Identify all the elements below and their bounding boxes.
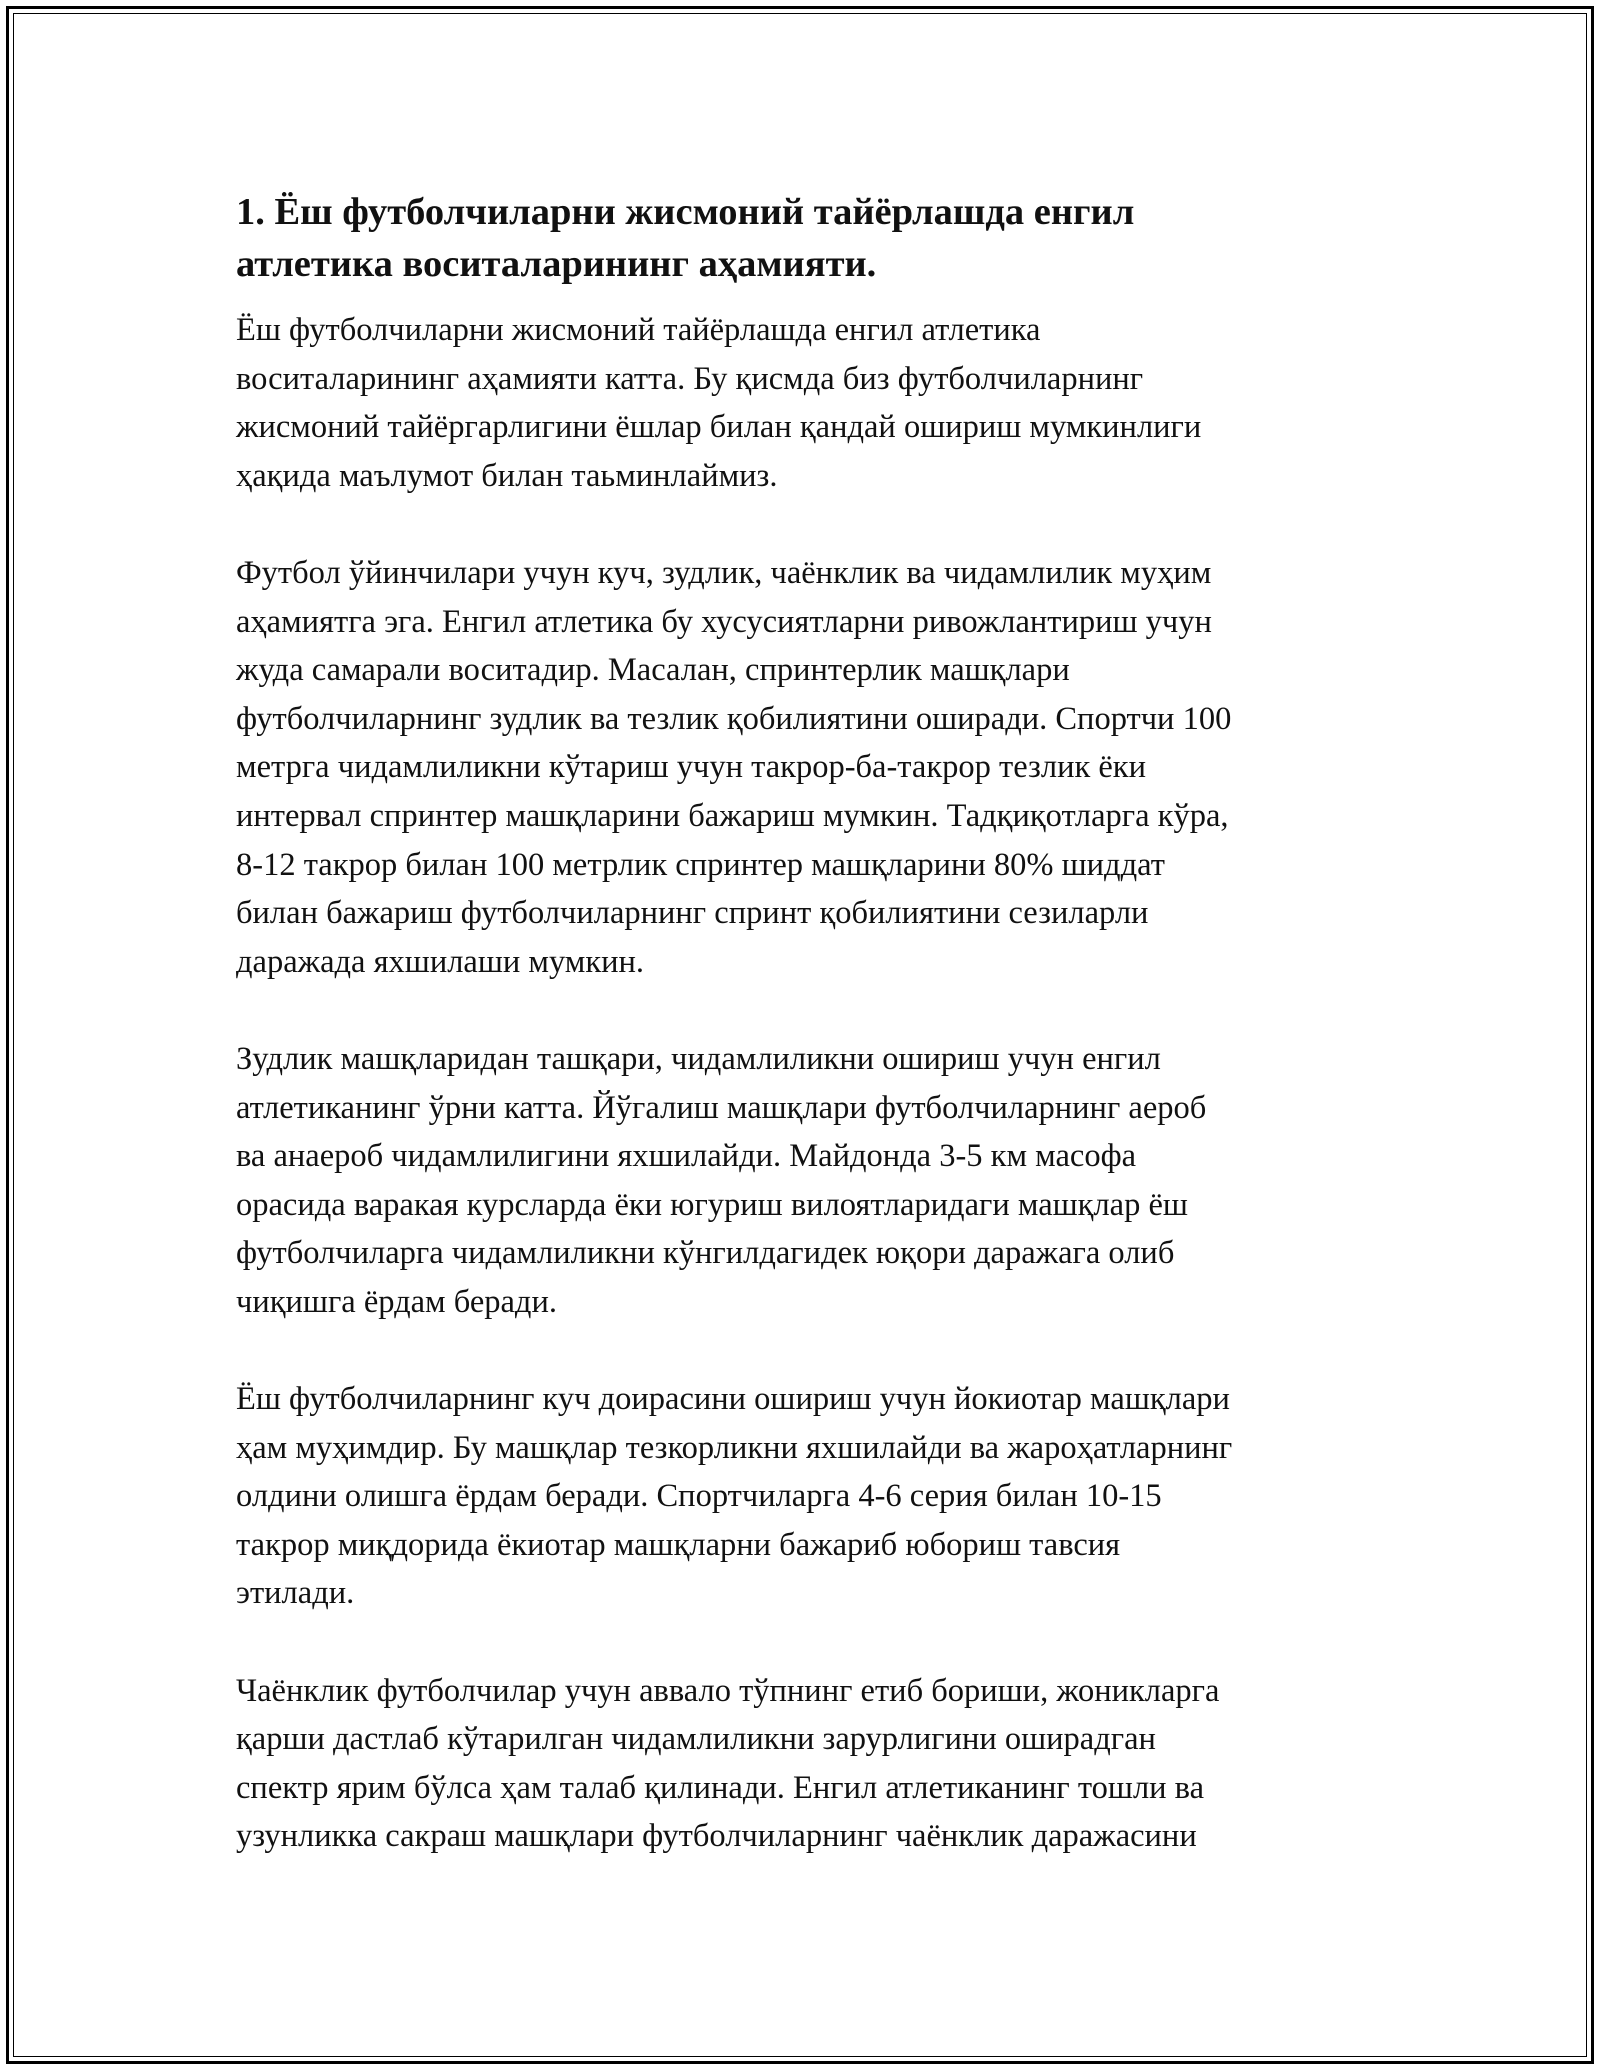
- paragraph-line: 8-12 такрор билан 100 метрлик спринтер машқларини 80% шиддат: [236, 846, 1165, 883]
- paragraph-agility: [236, 1667, 1376, 1861]
- paragraph-line: атлетиканинг ўрни катта. Йўгалиш машқлари футболчиларнинг аероб: [236, 1089, 1207, 1126]
- paragraph-line: жуда самарали воситадир. Масалан, спринтерлик машқлари: [236, 652, 1070, 689]
- paragraph-line: метрга чидамлиликни кўтариш учун такрор-ба-такрор тезлик ёки: [236, 749, 1146, 786]
- heading-line: 1. Ёш футболчиларни жисмоний тайёрлашда енгил: [236, 191, 1135, 233]
- paragraph-endurance: [236, 1035, 1376, 1327]
- paragraph-line: чиқишга ёрдам беради.: [236, 1283, 557, 1320]
- paragraph-line: орасида варакая курсларда ёки югуриш вилоятларидаги машқлар ёш: [236, 1186, 1188, 1223]
- paragraph-line: жисмоний тайёргарлигини ёшлар билан қандай ошириш мумкинлиги: [236, 409, 1202, 446]
- heading-line: атлетика воситаларининг аҳамияти.: [236, 243, 877, 285]
- paragraph-line: даражада яхшилаши мумкин.: [236, 943, 645, 980]
- paragraph-line: интервал спринтер машқларини бажариш мумкин. Тадқиқотларга кўра,: [236, 797, 1229, 834]
- paragraph-line: билан бажариш футболчиларнинг спринт қобилиятини сезиларли: [236, 895, 1149, 932]
- paragraph-line: ва анаероб чидамлилигини яхшилайди. Майдонда 3-5 км масофа: [236, 1138, 1137, 1175]
- paragraph-line: Футбол ўйинчилари учун куч, зудлик, чаёнклик ва чидамлилик муҳим: [236, 554, 1212, 591]
- paragraph-line: спектр ярим бўлса ҳам талаб қилинади. Енгил атлетиканинг тошли ва: [236, 1769, 1205, 1806]
- paragraph-line: Ёш футболчиларни жисмоний тайёрлашда енгил атлетика: [236, 312, 1041, 348]
- paragraph-intro: [236, 306, 1376, 500]
- document-body: [236, 186, 1376, 1910]
- paragraph-line: олдини олишга ёрдам беради. Спортчиларга 4-6 серия билан 10-15: [236, 1478, 1162, 1515]
- paragraph-line: Зудлик машқларидан ташқари, чидамлиликни ошириш учун енгил: [236, 1040, 1161, 1077]
- paragraph-strength: [236, 1375, 1376, 1618]
- paragraph-line: такрор миқдорида ёкиотар машқларни бажариб юбориш тавсия: [236, 1526, 1121, 1563]
- paragraph-line: қарши дастлаб кўтарилган чидамлиликни зарурлигини оширадган: [236, 1721, 1156, 1758]
- paragraph-line: Чаёнклик футболчилар учун аввало тўпнинг етиб бориши, жоникларга: [236, 1672, 1220, 1709]
- paragraph-line: футболчиларнинг зудлик ва тезлик қобилиятини оширади. Спортчи 100: [236, 700, 1232, 737]
- paragraph-line: Ёш футболчиларнинг куч доирасини ошириш учун йокиотар машқлари: [236, 1381, 1230, 1418]
- paragraph-line: ҳам муҳимдир. Бу машқлар тезкорликни яхшилайди ва жароҳатларнинг: [236, 1429, 1233, 1466]
- section-heading: [236, 186, 1376, 290]
- paragraph-line: аҳамиятга эга. Енгил атлетика бу хусусиятларни ривожлантириш учун: [236, 603, 1212, 640]
- paragraph-speed: [236, 549, 1376, 986]
- paragraph-line: воситаларининг аҳамияти катта. Бу қисмда биз футболчиларнинг: [236, 360, 1144, 397]
- paragraph-line: ҳақида маълумот билан таьминлаймиз.: [236, 457, 778, 494]
- paragraph-line: этилади.: [236, 1575, 355, 1612]
- paragraph-line: узунликка сакраш машқлари футболчиларнинг чаёнклик даражасини: [236, 1818, 1197, 1855]
- paragraph-line: футболчиларга чидамлиликни кўнгилдагидек юқори даражага олиб: [236, 1235, 1175, 1272]
